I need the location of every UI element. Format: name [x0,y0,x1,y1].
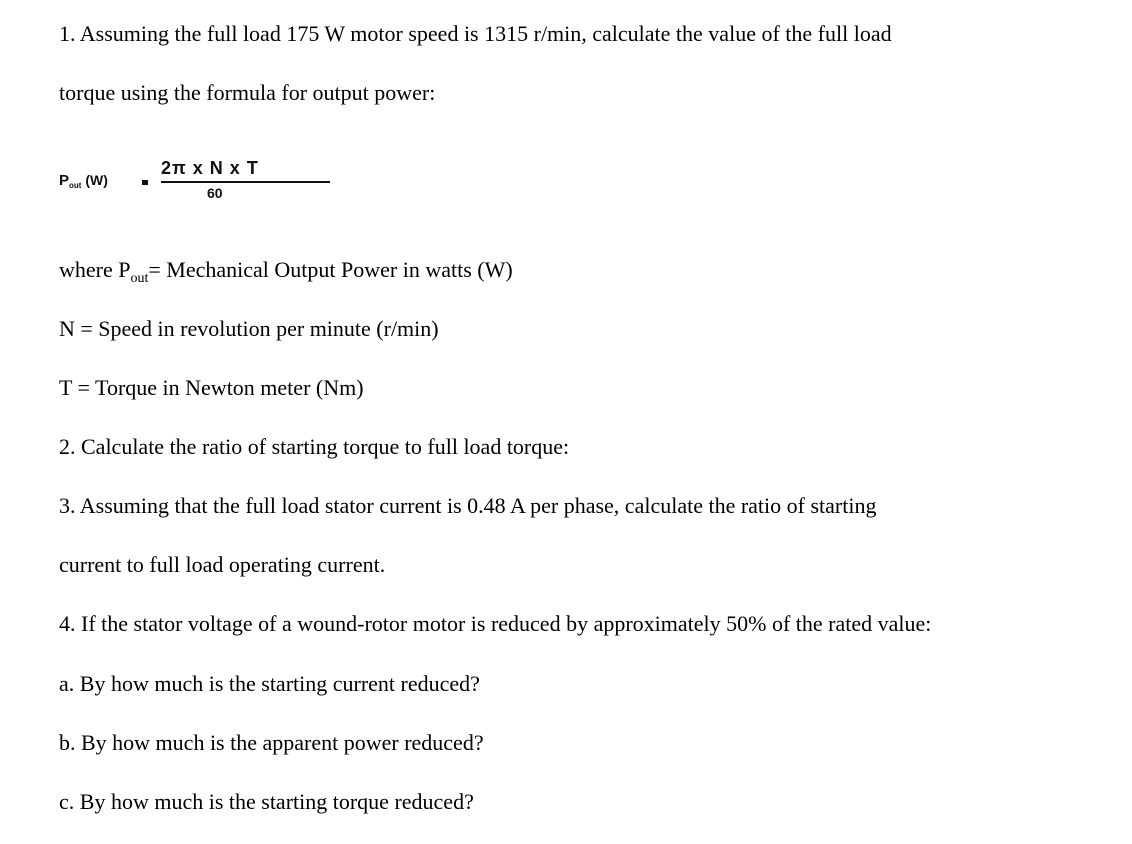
question-3-line-1: 3. Assuming that the full load stator current is 0.48 A per phase, calculate the ratio of starting [59,493,877,518]
formula-lhs [59,172,108,189]
formula-denominator: 60 [207,185,223,201]
question-4a: a. By how much is the starting current reduced? [59,671,480,696]
question-3-line-2: current to full load operating current. [59,552,386,577]
question-2: 2. Calculate the ratio of starting torque to full load torque: [59,434,570,459]
definition-n: N = Speed in revolution per minute (r/min) [59,316,439,341]
pout-definition: = Mechanical Output Power in watts (W) [148,257,513,282]
definition-pout [59,257,513,287]
formula-fraction [161,158,331,201]
formula-unit: (W) [85,172,108,188]
question-4c: c. By how much is the starting torque reduced? [59,789,474,814]
fraction-bar [161,181,330,183]
pout-subscript: out [130,271,149,286]
formula-equals-sign [142,180,148,185]
question-4-intro: 4. If the stator voltage of a wound-rotor motor is reduced by approximately 50% of the rated value: [59,611,932,636]
question-4b: b. By how much is the apparent power reduced? [59,730,484,755]
definition-t: T = Torque in Newton meter (Nm) [59,375,364,400]
question-1-line-1: 1. Assuming the full load 175 W motor speed is 1315 r/min, calculate the value of the full load [59,21,892,46]
formula-numerator: 2π x N x T [161,158,259,178]
formula-p-symbol: P [59,172,70,189]
formula-p-subscript: out [69,181,82,190]
question-1-line-2: torque using the formula for output power: [59,80,436,105]
where-prefix: where P [59,257,131,282]
